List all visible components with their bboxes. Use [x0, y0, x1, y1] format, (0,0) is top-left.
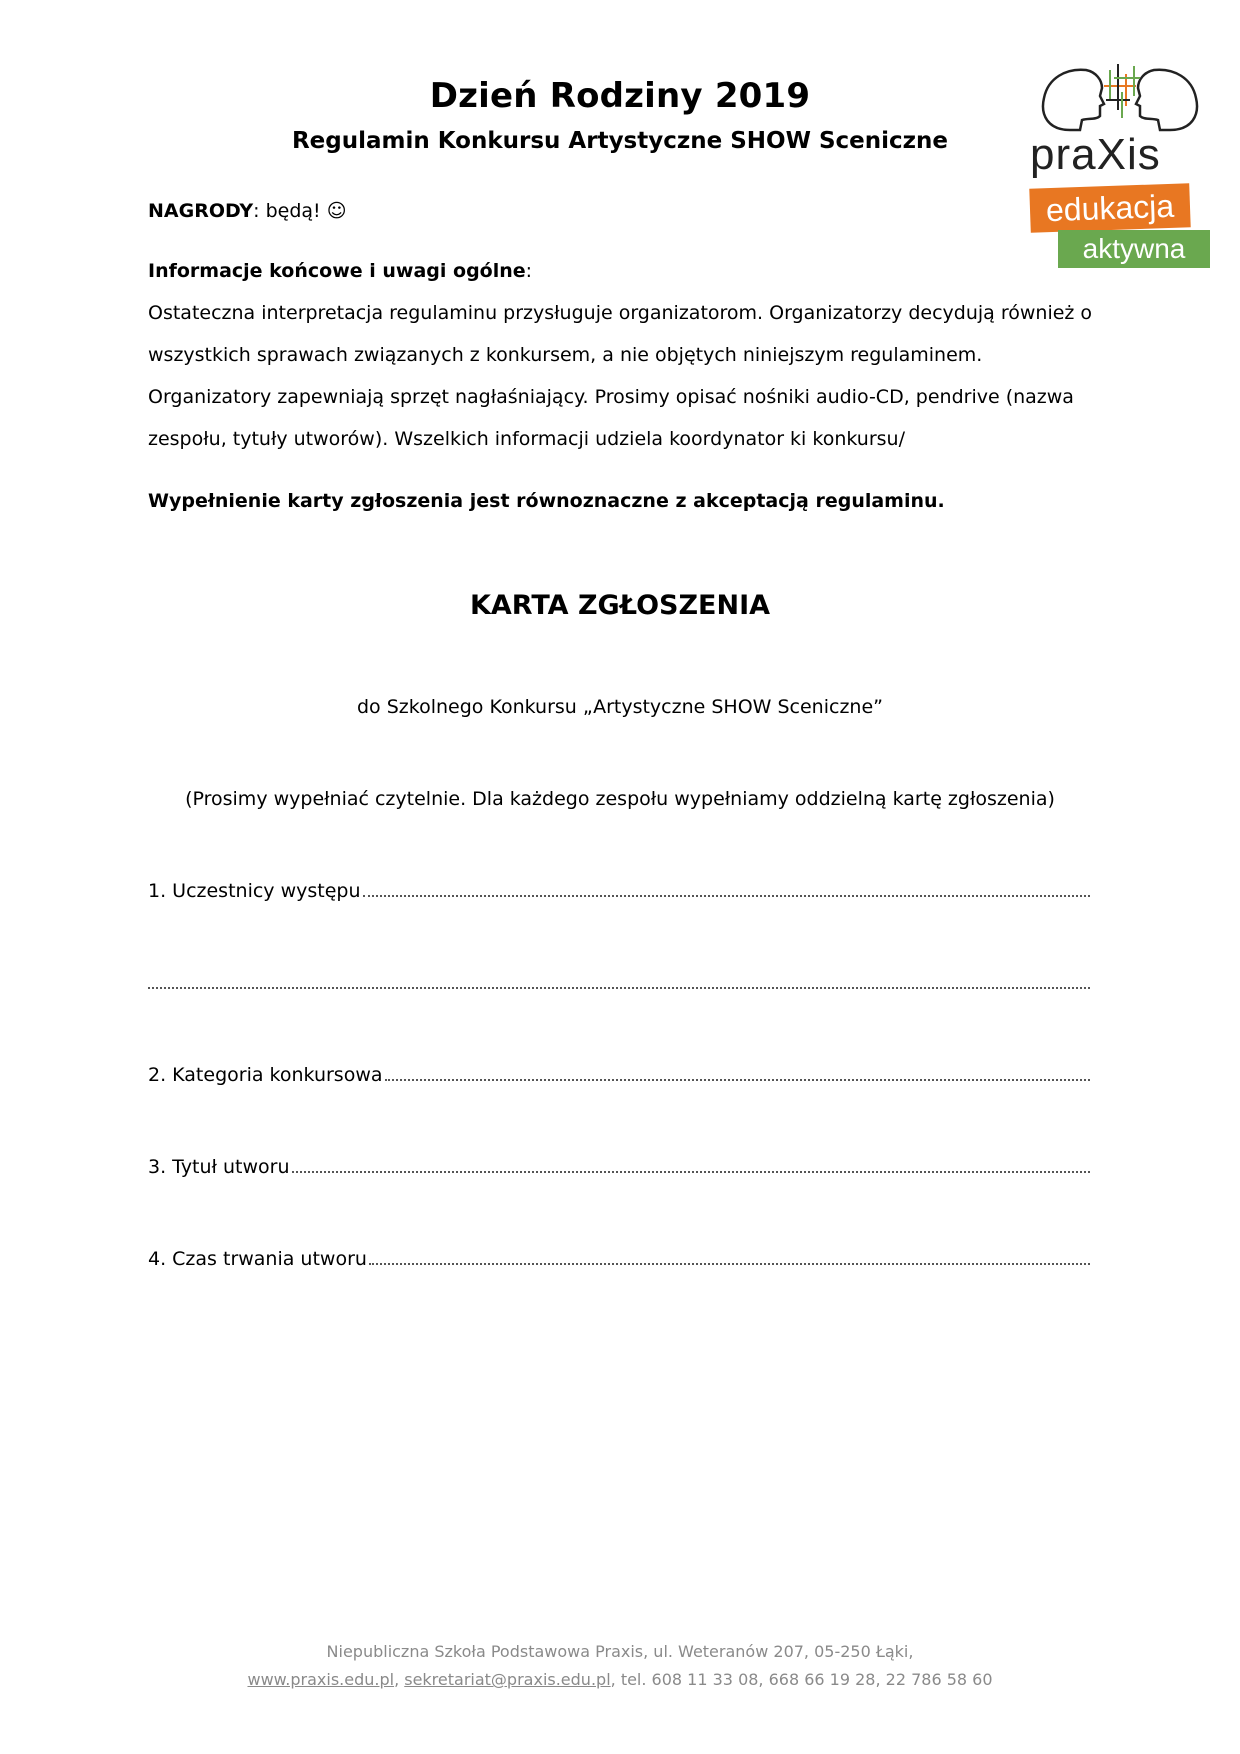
info-heading — [148, 250, 1108, 292]
field-fill-line[interactable] — [363, 894, 1090, 897]
prizes-text: : będą! ☺ — [253, 200, 347, 222]
field-label: 4. Czas trwania utworu — [148, 1248, 367, 1270]
field-duration[interactable] — [148, 1242, 1090, 1270]
logo-text-praxis: praXis — [1030, 130, 1161, 179]
form-note: (Prosimy wypełniać czytelnie. Dla każdego zespołu wypełniamy oddzielną kartę zgłoszenia) — [185, 788, 1055, 810]
prizes-label: NAGRODY — [148, 200, 254, 222]
praxis-logo — [1030, 60, 1210, 270]
info-heading-text: Informacje końcowe i uwagi ogólne — [148, 260, 526, 282]
footer-phones: , tel. 608 11 33 08, 668 66 19 28, 22 786 58 60 — [610, 1670, 993, 1689]
info-body-text: Ostateczna interpretacja regulaminu przysługuje organizatorom. Organizatorzy decydują również o wszystkich sprawach związanych z konkursem, a nie objętych niniejszym regulaminem. Organizatory zapewniają sprzęt nagłaśniający. Prosimy opisać nośniki audio-CD, pendrive (nazwa zespołu, tytuły utworów). Wszelkich informacji udziela koordynator ki konkursu/ — [148, 302, 1093, 450]
footer-contact — [0, 1666, 1240, 1694]
field-fill-line[interactable] — [385, 1078, 1090, 1081]
document-subtitle: Regulamin Konkursu Artystyczne SHOW Sceniczne — [291, 128, 949, 154]
footer-address: Niepubliczna Szkoła Podstawowa Praxis, ul. Weteranów 207, 05-250 Łąki, — [326, 1642, 914, 1661]
info-paragraph — [148, 292, 1108, 460]
footer-email-link[interactable]: sekretariat@praxis.edu.pl — [404, 1670, 611, 1689]
field-participants-continued[interactable] — [148, 966, 1090, 994]
field-category[interactable] — [148, 1058, 1090, 1086]
form-subtitle: do Szkolnego Konkursu „Artystyczne SHOW Sceniczne” — [357, 696, 883, 718]
field-participants[interactable] — [148, 874, 1090, 902]
field-title[interactable] — [148, 1150, 1090, 1178]
document-title: Dzień Rodziny 2019 — [429, 76, 811, 116]
footer-website-link[interactable]: www.praxis.edu.pl — [247, 1670, 395, 1689]
field-label: 3. Tytuł utworu — [148, 1156, 290, 1178]
field-fill-line[interactable] — [369, 1262, 1090, 1265]
page-footer — [0, 1638, 1240, 1694]
field-label: 1. Uczestnicy występu — [148, 880, 361, 902]
field-fill-line[interactable] — [292, 1170, 1091, 1173]
info-heading-suffix: : — [525, 260, 533, 282]
prizes-line — [148, 190, 1108, 232]
field-label: 2. Kategoria konkursowa — [148, 1064, 383, 1086]
acceptance-statement: Wypełnienie karty zgłoszenia jest równoznaczne z akceptacją regulaminu. — [148, 490, 945, 512]
logo-text-aktywna: aktywna — [1082, 233, 1186, 264]
form-title: KARTA ZGŁOSZENIA — [469, 590, 771, 621]
logo-text-edukacja: edukacja — [1045, 187, 1175, 229]
field-fill-line[interactable] — [148, 986, 1090, 989]
footer-separator: , — [394, 1670, 405, 1689]
